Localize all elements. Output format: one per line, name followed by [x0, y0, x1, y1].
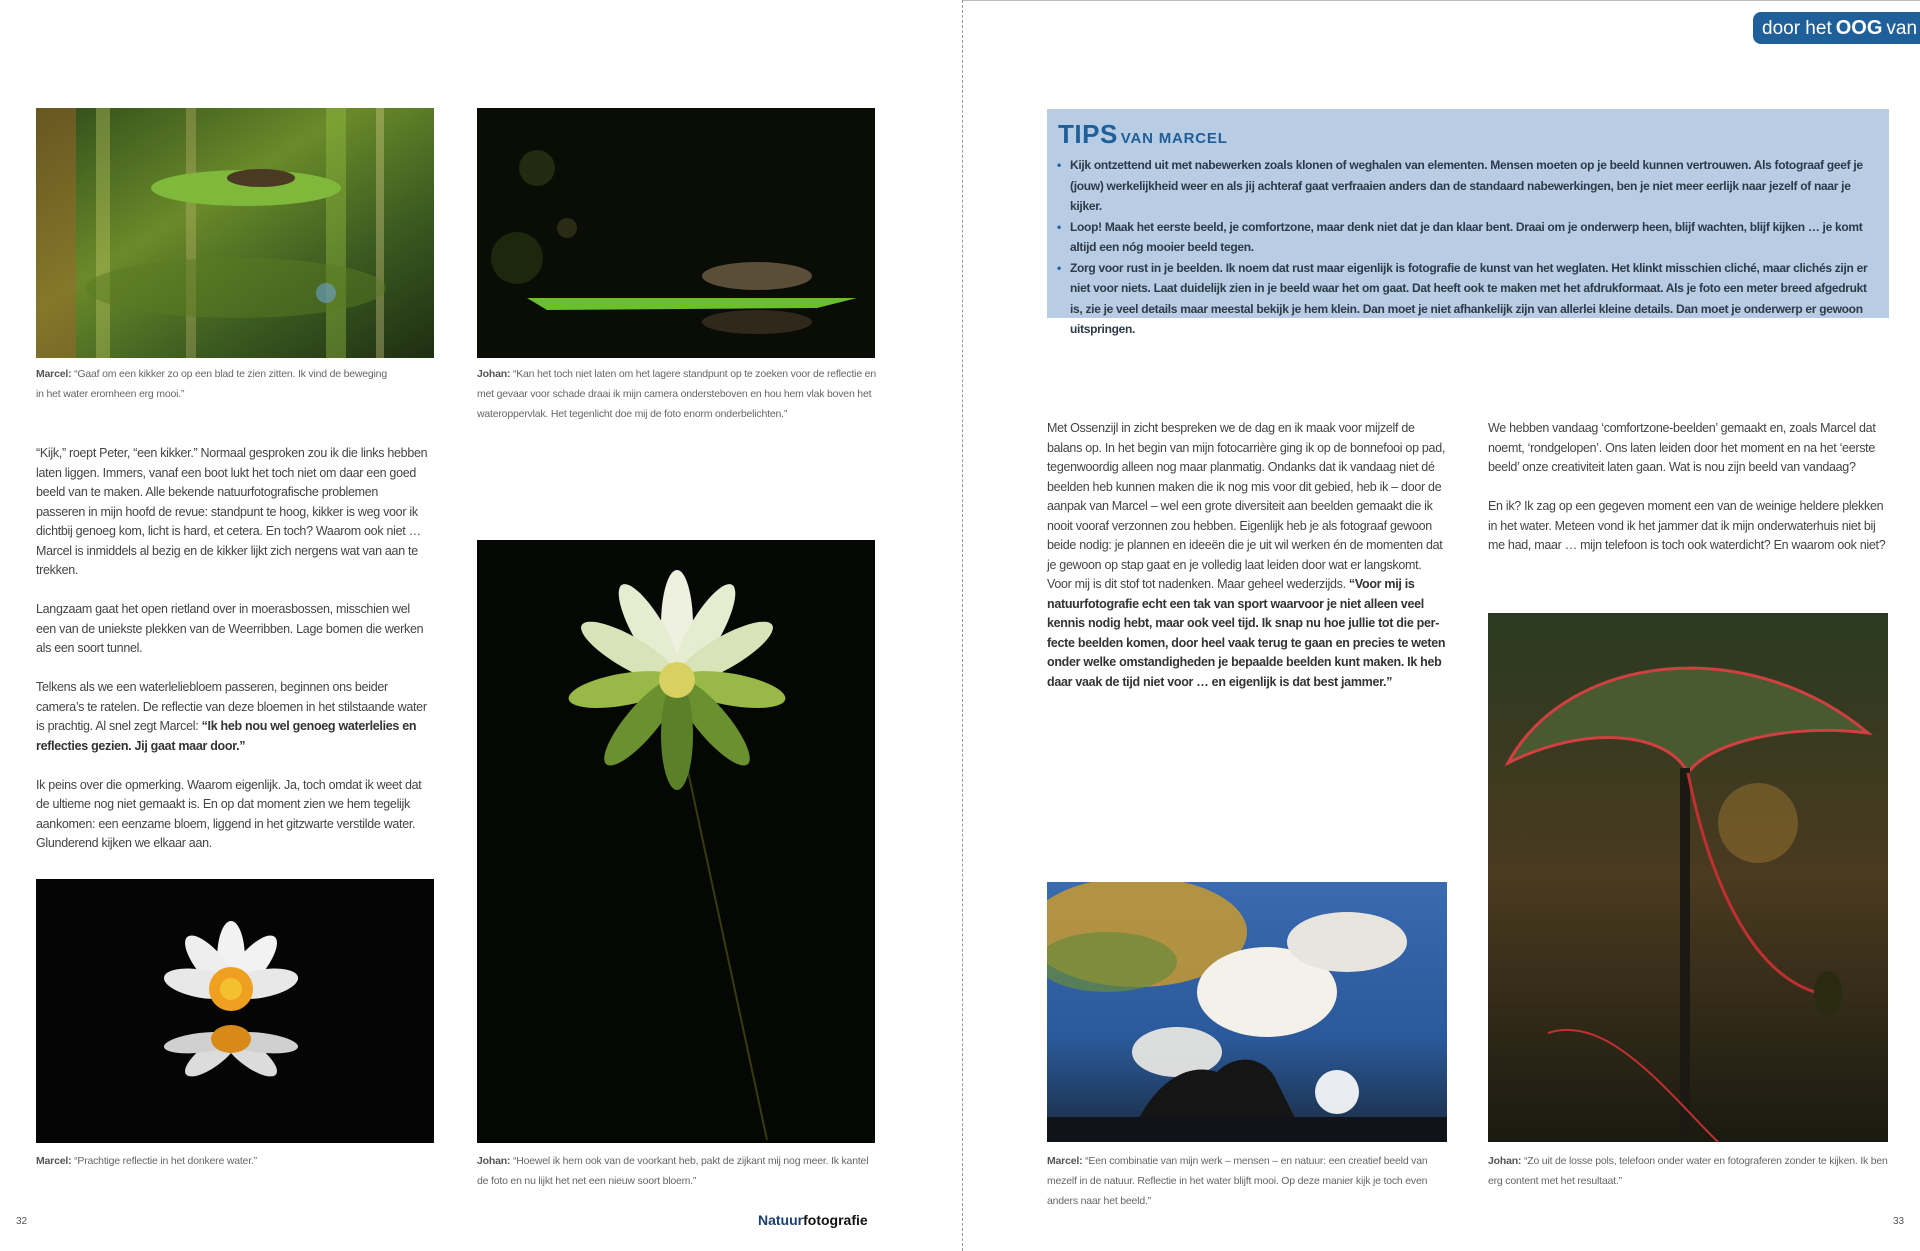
paragraph — [1047, 419, 1447, 692]
caption-text: “Een combinatie van mijn werk – mensen – en natuur: een creatief beeld van mezelf in de natuur. Reflectie in het water blijft mooi. Op deze manier kijk je toch even anders naar het beeld.” — [1047, 1155, 1428, 1207]
tips-title — [1058, 119, 1228, 150]
paragraph-text: Met Ossenzijl in zicht bespreken we de dag en ik maak voor mijzelf de balans op. In het begin van mijn fotocarrière ging ik op de bonnefooi op pad, tegenwoordig alleen nog maar planmatig. Ondanks dat ik vandaag niet dé beelden heb kunnen maken die ik nog mis voor dit gebied, heb ik – door de aanpak van Marcel – wel een grote diversiteit aan beelden gemaakt die ik nooit vooraf verzonnen zou hebben. Eigenlijk heb je als fotograaf gewoon beide nodig: je plannen en ideeën die je uit wil werken én de momenten dat je gewoon op stap gaat en je volledig laat leiden door wat er langskomt. Voor mij is dit stof tot nadenken. Maar geheel wederzijds. — [1047, 421, 1446, 591]
tip-item: • Loop! Maak het eerste beeld, je comfortzone, maar denk niet dat je dan klaar bent. Draai om je onderwerp heen, blijf wachten, blijf kijken … je komt altijd een nóg mooier beeld tegen. — [1057, 217, 1877, 258]
caption-text: “Prachtige reflectie in het donkere water.” — [74, 1155, 257, 1167]
photo-underwater-lily — [1488, 613, 1888, 1142]
caption-sky-reflection — [1047, 1151, 1447, 1211]
logo-part: Natuur — [758, 1212, 804, 1228]
caption-text: “Hoewel ik hem ook van de voorkant heb, pakt de zijkant mij nog meer. Ik kantel de foto en nu lijkt het net een nieuw soort bloem.” — [477, 1155, 869, 1187]
caption-lily-reflection — [36, 1151, 396, 1171]
caption-author: Marcel: — [36, 368, 72, 380]
quote-marcel: “Voor mij is natuurfotografie echt een tak van sport waarvoor je niet alleen veel kennis nodig hebt, maar ook veel tijd. Ik snap nu hoe jullie tot die perfecte beelden komen, door heel vaak terug te gaan en precies te weten onder welke omstandigheden je bepaalde beelden kunt maken. Ik heb daar vaak de tijd niet voor … en eigenlijk is dat best jammer.” — [1047, 577, 1446, 689]
caption-frog-on-leaf — [36, 364, 396, 404]
caption-text: “Zo uit de losse pols, telefoon onder water en fotograferen zonder te kijken. Ik ben erg content met het resultaat.” — [1488, 1155, 1888, 1187]
page-number-right: 33 — [1893, 1216, 1905, 1227]
photo-lily-tilted — [477, 540, 875, 1143]
tips-title-sub: VAN MARCEL — [1120, 130, 1228, 147]
photo-frog-low-angle — [477, 108, 875, 358]
paragraph: En ik? Ik zag op een gegeven moment een van de weinige heldere plekken in het water. Meteen vond ik het jammer dat ik mijn onderwaterhuis niet bij me had, maar … mijn telefoon is toch ook waterdicht? En waarom ook niet? — [1488, 499, 1886, 552]
tip-item: • Zorg voor rust in je beelden. Ik noem dat rust maar eigenlijk is fotografie de kunst van het weglaten. Het klinkt misschien cliché, maar clichés zijn er niet voor niets. Laat duidelijk zien in je beeld waar het om gaat. Dat heeft ook te maken met het afdrukformaat. Als je foto een meter breed afgedrukt is, zie je veel details maar meestal bekijk je hem klein. Dan moet je niet afhankelijk zijn van allerlei kleine details. Dan moet je onderwerp er gewoon uitspringen. — [1057, 258, 1877, 340]
right-article-text-col2 — [1488, 419, 1888, 575]
paragraph: Ik peins over die opmerking. Waarom eigenlijk. Ja, toch omdat ik weet dat de ultieme nog niet gemaakt is. En op dat moment zien we hem tegelijk aankomen: een eenzame bloem, liggend in het gitzwarte verstilde water. Glunderend kijken we elkaar aan. — [36, 777, 422, 850]
paragraph-text: Telkens als we een waterleliebloem passeren, beginnen ons beider camera’s te ratelen. De reflectie van deze bloemen in het stilstaande water is prachtig. Al snel zegt Marcel: — [36, 680, 427, 733]
caption-frog-low-angle — [477, 364, 877, 424]
header-emphasis: OOG — [1835, 17, 1883, 39]
tips-box — [1047, 109, 1889, 336]
caption-author: Marcel: — [1047, 1155, 1083, 1167]
paragraph: “Kijk,” roept Peter, “een kikker.” Normaal gesproken zou ik die links hebben laten liggen. Immers, vanaf een boot lukt het toch niet om daar een goed beeld van te maken. Alle bekende natuurfotografische problemen passeren in mijn hoofd de revue: standpunt te hoog, kikker is weg voor ik dichtbij genoeg kom, licht is hard, et cetera. En toch? Waarom ook niet … Marcel is inmiddels al bezig en de kikker lijkt zich nergens wat van aan te trekken. — [36, 446, 428, 577]
caption-author: Johan: — [1488, 1155, 1522, 1167]
photo-sky-reflection — [1047, 882, 1447, 1142]
header-text: door het — [1762, 18, 1832, 39]
tip-item: • Kijk ontzettend uit met nabewerken zoals klonen of weghalen van elementen. Mensen moeten op je beeld kunnen vertrouwen. Als fotograaf geef je (jouw) werkelijkheid weer en als jij achteraf gaat verfraaien anders dan de standaard nabewerkingen, ben je niet meer eerlijk naar jezelf of naar je kijker. — [1057, 155, 1877, 217]
section-header-tab — [1753, 12, 1920, 44]
right-article-text-col1 — [1047, 419, 1447, 712]
paragraph: Langzaam gaat het open rietland over in moerasbossen, misschien wel een van de uniekste plekken van de Weerribben. Lage bomen die werken als een soort tunnel. — [36, 602, 424, 655]
quote-marcel: “Ik heb nou wel genoeg waterlelies en reflecties gezien. Jij gaat maar door.” — [36, 719, 417, 753]
photo-lily-reflection — [36, 879, 434, 1143]
caption-author: Marcel: — [36, 1155, 72, 1167]
tips-title-main: TIPS — [1058, 119, 1118, 149]
paragraph: We hebben vandaag ‘comfortzone-beelden’ gemaakt en, zoals Marcel dat noemt, ‘rondgelopen’. Ons laten leiden door het moment en na het ‘eerste beeld’ onze creativiteit laten gaan. Wat is nou zijn beeld van vandaag? — [1488, 421, 1876, 474]
caption-lily-tilted — [477, 1151, 877, 1191]
photo-frog-on-leaf — [36, 108, 434, 358]
tips-list — [1057, 155, 1877, 340]
page-gutter — [962, 0, 963, 1251]
caption-author: Johan: — [477, 1155, 511, 1167]
left-article-text — [36, 444, 430, 873]
caption-text: “Kan het toch niet laten om het lagere standpunt op te zoeken voor de reflectie en met gevaar voor schade draai ik mijn camera ondersteboven en hou hem vlak boven het wateroppervlak. Het tegenlicht doe mij de foto enorm onderbelichten.” — [477, 368, 876, 420]
logo-part: fotografie — [803, 1212, 868, 1228]
paragraph — [36, 678, 430, 756]
caption-author: Johan: — [477, 368, 511, 380]
caption-underwater-lily — [1488, 1151, 1888, 1191]
header-text: van — [1886, 18, 1918, 39]
caption-text: “Gaaf om een kikker zo op een blad te zien zitten. Ik vind de beweging in het water eromheen erg mooi.” — [36, 368, 387, 400]
magazine-logo — [758, 1212, 868, 1228]
page-number-left: 32 — [16, 1216, 28, 1227]
